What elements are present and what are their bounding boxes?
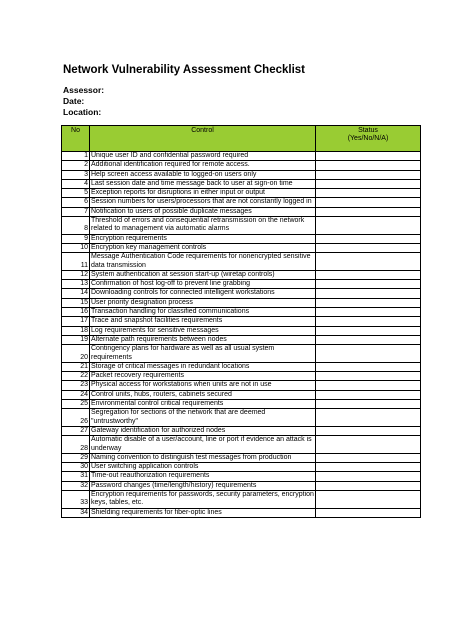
header-status-line1: Status bbox=[358, 127, 378, 134]
table-row bbox=[62, 308, 421, 317]
control-text: Notification to users of possible duplicate messages bbox=[90, 207, 316, 216]
control-text: Storage of critical messages in redundant locations bbox=[90, 362, 316, 371]
status-cell[interactable] bbox=[316, 198, 421, 207]
row-number: 33 bbox=[62, 490, 90, 508]
status-cell[interactable] bbox=[316, 400, 421, 409]
status-cell[interactable] bbox=[316, 217, 421, 235]
row-number: 1 bbox=[62, 152, 90, 161]
table-row bbox=[62, 381, 421, 390]
table-row bbox=[62, 362, 421, 371]
table-row bbox=[62, 345, 421, 363]
status-cell[interactable] bbox=[316, 453, 421, 462]
table-row bbox=[62, 390, 421, 399]
row-number: 4 bbox=[62, 179, 90, 188]
control-text: Last session date and time message back to user at sign-on time bbox=[90, 179, 316, 188]
table-row bbox=[62, 152, 421, 161]
table-row bbox=[62, 289, 421, 298]
row-number: 27 bbox=[62, 426, 90, 435]
row-number: 13 bbox=[62, 280, 90, 289]
row-number: 28 bbox=[62, 436, 90, 454]
row-number: 9 bbox=[62, 234, 90, 243]
status-cell[interactable] bbox=[316, 289, 421, 298]
table-row bbox=[62, 472, 421, 481]
status-cell[interactable] bbox=[316, 170, 421, 179]
table-row bbox=[62, 317, 421, 326]
row-number: 20 bbox=[62, 345, 90, 363]
row-number: 17 bbox=[62, 317, 90, 326]
table-row bbox=[62, 189, 421, 198]
table-row bbox=[62, 270, 421, 279]
control-text: Segregation for sections of the network that are deemed "untrustworthy" bbox=[90, 409, 316, 427]
control-text: Message Authentication Code requirements for nonencrypted sensitive data transmission bbox=[90, 253, 316, 271]
table-row bbox=[62, 490, 421, 508]
status-cell[interactable] bbox=[316, 161, 421, 170]
table-row bbox=[62, 436, 421, 454]
row-number: 32 bbox=[62, 481, 90, 490]
control-text: Unique user ID and confidential password required bbox=[90, 152, 316, 161]
row-number: 8 bbox=[62, 217, 90, 235]
control-text: Naming convention to distinguish test messages from production bbox=[90, 453, 316, 462]
control-text: Encryption requirements bbox=[90, 234, 316, 243]
control-text: Automatic disable of a user/account, line or port if evidence an attack is underway bbox=[90, 436, 316, 454]
status-cell[interactable] bbox=[316, 381, 421, 390]
row-number: 14 bbox=[62, 289, 90, 298]
control-text: User switching application controls bbox=[90, 463, 316, 472]
control-text: Contingency plans for hardware as well as all usual system requirements bbox=[90, 345, 316, 363]
row-number: 15 bbox=[62, 298, 90, 307]
row-number: 11 bbox=[62, 253, 90, 271]
table-row bbox=[62, 234, 421, 243]
status-cell[interactable] bbox=[316, 207, 421, 216]
checklist-table bbox=[61, 125, 421, 518]
table-row bbox=[62, 372, 421, 381]
status-cell[interactable] bbox=[316, 335, 421, 344]
row-number: 24 bbox=[62, 390, 90, 399]
control-text: Help screen access available to logged-on users only bbox=[90, 170, 316, 179]
row-number: 7 bbox=[62, 207, 90, 216]
table-row bbox=[62, 179, 421, 188]
status-cell[interactable] bbox=[316, 390, 421, 399]
control-text: Log requirements for sensitive messages bbox=[90, 326, 316, 335]
control-text: Session numbers for users/processors that are not constantly logged in bbox=[90, 198, 316, 207]
status-cell[interactable] bbox=[316, 234, 421, 243]
row-number: 6 bbox=[62, 198, 90, 207]
row-number: 23 bbox=[62, 381, 90, 390]
table-row bbox=[62, 335, 421, 344]
table-row bbox=[62, 326, 421, 335]
table-row bbox=[62, 207, 421, 216]
location-label: Location: bbox=[63, 107, 102, 117]
row-number: 12 bbox=[62, 270, 90, 279]
control-text: Additional identification required for remote access. bbox=[90, 161, 316, 170]
header-no: No bbox=[62, 126, 90, 152]
table-row bbox=[62, 409, 421, 427]
table-row bbox=[62, 217, 421, 235]
status-cell[interactable] bbox=[316, 409, 421, 427]
status-cell[interactable] bbox=[316, 298, 421, 307]
row-number: 34 bbox=[62, 508, 90, 517]
status-cell[interactable] bbox=[316, 243, 421, 252]
control-text: Encryption key management controls bbox=[90, 243, 316, 252]
status-cell[interactable] bbox=[316, 317, 421, 326]
control-text: Gateway identification for authorized nodes bbox=[90, 426, 316, 435]
status-cell[interactable] bbox=[316, 270, 421, 279]
row-number: 10 bbox=[62, 243, 90, 252]
control-text: Encryption requirements for passwords, security parameters, encryption keys, tables, etc. bbox=[91, 490, 314, 507]
status-cell[interactable] bbox=[316, 481, 421, 490]
control-text: User priority designation process bbox=[90, 298, 316, 307]
row-number: 18 bbox=[62, 326, 90, 335]
table-row bbox=[62, 481, 421, 490]
header-status-line2: (Yes/No/N/A) bbox=[347, 135, 389, 142]
control-text: Transaction handling for classified communications bbox=[90, 308, 316, 317]
page-title: Network Vulnerability Assessment Checklist bbox=[63, 64, 306, 76]
row-number: 19 bbox=[62, 335, 90, 344]
status-cell[interactable] bbox=[316, 362, 421, 371]
control-text: Trace and snapshot facilities requirements bbox=[90, 317, 316, 326]
table-row bbox=[62, 453, 421, 462]
assessor-label: Assessor: bbox=[63, 85, 105, 95]
control-text: Exception reports for disruptions in either input or output bbox=[90, 189, 316, 198]
row-number: 25 bbox=[62, 400, 90, 409]
status-cell[interactable] bbox=[316, 253, 421, 271]
header-control: Control bbox=[90, 126, 316, 152]
row-number: 30 bbox=[62, 463, 90, 472]
status-cell[interactable] bbox=[316, 508, 421, 517]
table-row bbox=[62, 400, 421, 409]
table-row bbox=[62, 508, 421, 517]
status-cell[interactable] bbox=[316, 472, 421, 481]
table-row bbox=[62, 170, 421, 179]
row-number: 29 bbox=[62, 453, 90, 462]
table-row bbox=[62, 161, 421, 170]
row-number: 31 bbox=[62, 472, 90, 481]
table-header-row bbox=[62, 126, 421, 152]
status-cell[interactable] bbox=[316, 308, 421, 317]
table-row bbox=[62, 426, 421, 435]
status-cell[interactable] bbox=[316, 436, 421, 454]
status-cell[interactable] bbox=[316, 490, 421, 508]
row-number: 26 bbox=[62, 409, 90, 427]
control-text: Alternate path requirements between nodes bbox=[90, 335, 316, 344]
table-row bbox=[62, 198, 421, 207]
control-text: System authentication at session start-up (wiretap controls) bbox=[90, 270, 316, 279]
row-number: 22 bbox=[62, 372, 90, 381]
status-cell[interactable] bbox=[316, 372, 421, 381]
status-cell[interactable] bbox=[316, 189, 421, 198]
status-cell[interactable] bbox=[316, 179, 421, 188]
row-number: 2 bbox=[62, 161, 90, 170]
control-text: Physical access for workstations when units are not in use bbox=[90, 381, 316, 390]
status-cell[interactable] bbox=[316, 426, 421, 435]
status-cell[interactable] bbox=[316, 280, 421, 289]
control-text: Time-out reauthorization requirements bbox=[90, 472, 316, 481]
control-text: Threshold of errors and consequential retransmission on the network related to management via automatic alarms bbox=[90, 217, 316, 235]
header-status bbox=[316, 126, 421, 152]
row-number: 5 bbox=[62, 189, 90, 198]
checklist-body bbox=[62, 152, 421, 518]
row-number: 16 bbox=[62, 308, 90, 317]
table-row bbox=[62, 463, 421, 472]
status-cell[interactable] bbox=[316, 152, 421, 161]
control-text: Confirmation of host log-off to prevent line grabbing bbox=[90, 280, 316, 289]
control-text: Shielding requirements for fiber-optic lines bbox=[90, 508, 316, 517]
table-row bbox=[62, 243, 421, 252]
control-text: Control units, hubs, routers, cabinets secured bbox=[90, 390, 316, 399]
table-row bbox=[62, 280, 421, 289]
status-cell[interactable] bbox=[316, 463, 421, 472]
table-row bbox=[62, 253, 421, 271]
status-cell[interactable] bbox=[316, 326, 421, 335]
control-text: Password changes (time/length/history) requirements bbox=[90, 481, 316, 490]
status-cell[interactable] bbox=[316, 345, 421, 363]
control-text: Environmental control critical requirements bbox=[90, 400, 316, 409]
row-number: 21 bbox=[62, 362, 90, 371]
row-number: 3 bbox=[62, 170, 90, 179]
control-text: Downloading controls for connected intelligent workstations bbox=[90, 289, 316, 298]
date-label: Date: bbox=[63, 96, 85, 106]
control-text: Packet recovery requirements bbox=[90, 372, 316, 381]
table-row bbox=[62, 298, 421, 307]
